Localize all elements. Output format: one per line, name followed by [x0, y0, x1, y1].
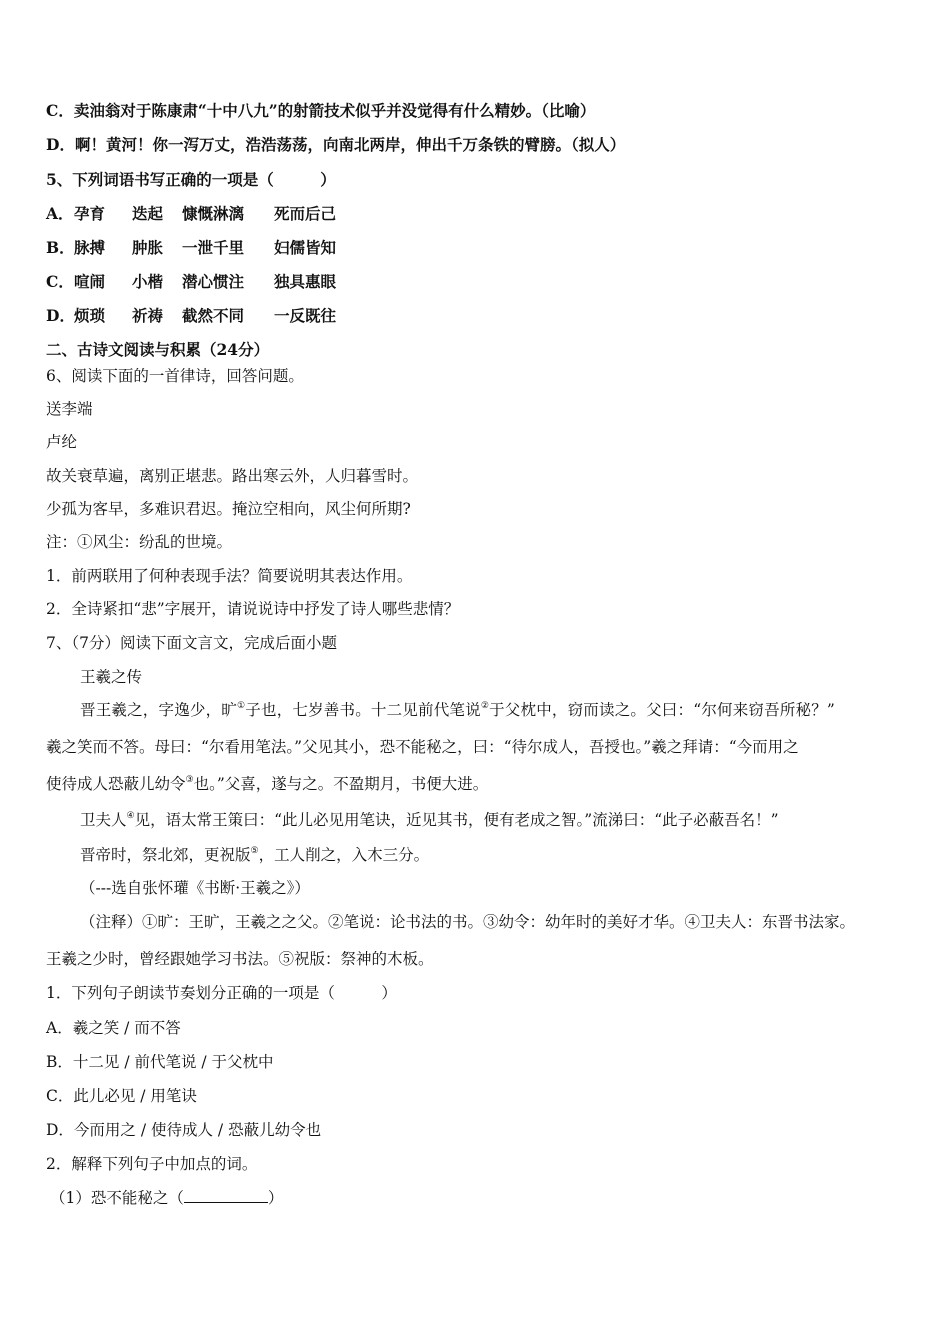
q7-option-b: B．十二见 / 前代笔说 / 于父枕中	[46, 1053, 274, 1071]
option-word: 妇儒皆知	[274, 238, 337, 257]
option-word: 死而后己	[274, 204, 337, 223]
option-label: D．	[46, 306, 75, 325]
poem-line: 故关衰草遍，离别正堪悲。路出寒云外，人归暮雪时。	[46, 467, 419, 485]
answer-blank[interactable]	[184, 1188, 268, 1203]
fill-item-text: ）	[267, 1189, 284, 1207]
section-heading: 二、古诗文阅读与积累（24分）	[46, 340, 270, 359]
q7-stem: 7、（7分）阅读下面文言文，完成后面小题	[46, 634, 337, 652]
poem-line: 少孤为客早，多难识君迟。掩泣空相向，风尘何所期?	[46, 500, 411, 518]
passage-paragraph	[80, 810, 779, 830]
option-word: 迭起	[132, 204, 164, 223]
passage-text: 子也，七岁善书。十二见前代笔说	[245, 701, 481, 719]
footnote-mark: ③	[185, 774, 194, 785]
option-word: 一泄千里	[182, 238, 245, 257]
passage-notes: （注释）①旷：王旷，王羲之之父。②笔说：论书法的书。③幼令：幼年时的美好才华。④卫夫人：东晋书法家。	[80, 913, 856, 931]
passage-notes: 王羲之少时，曾经跟她学习书法。⑤祝版：祭神的木板。	[46, 950, 434, 968]
option-word: 肿胀	[132, 238, 164, 257]
option-label: A．	[46, 204, 74, 223]
passage-text: 晋帝时，祭北郊，更祝版	[80, 846, 251, 864]
q6-stem: 6、阅读下面的一首律诗，回答问题。	[46, 367, 304, 385]
q7-sub-question: 1．下列句子朗读节奏划分正确的一项是（ ）	[46, 984, 397, 1002]
q6-sub-question: 2．全诗紧扣“悲”字展开，请说说诗中抒发了诗人哪些悲情？	[46, 600, 460, 618]
q4-option-d: D．啊！黄河！你一泻万丈，浩浩荡荡，向南北两岸，伸出千万条铁的臂膀。（拟人）	[46, 135, 626, 154]
passage-text: ，工人削之，入木三分。	[258, 846, 430, 864]
footnote-mark: ②	[480, 700, 490, 711]
passage-text: 使待成人恐蔽儿幼令	[46, 775, 186, 793]
footnote-mark: ④	[126, 810, 135, 821]
passage-text: 于父枕中，窃而读之。父曰：“尔何来窃吾所秘？”	[489, 701, 836, 719]
q5-option-a	[46, 204, 336, 224]
q6-sub-question: 1．前两联用了何种表现手法？简要说明其表达作用。	[46, 567, 413, 585]
q7-option-c: C．此儿必见 / 用笔诀	[46, 1087, 197, 1105]
option-label: B．	[46, 238, 75, 257]
passage-text: 卫夫人	[80, 811, 127, 829]
q7-fill-item	[50, 1188, 283, 1208]
option-word: 脉搏	[74, 238, 106, 257]
passage-paragraph	[80, 845, 429, 865]
fill-item-text: （1）恐不能秘之（	[50, 1189, 184, 1207]
option-word: 慷慨淋漓	[182, 204, 245, 223]
option-word: 小楷	[132, 272, 164, 291]
q5-option-c	[46, 272, 336, 292]
footnote-mark: ⑤	[250, 845, 259, 856]
option-word: 截然不同	[182, 306, 245, 325]
q4-option-c: C．卖油翁对于陈康肃“十中八九”的射箭技术似乎并没觉得有什么精妙。（比喻）	[46, 101, 596, 120]
option-word: 独具惠眼	[274, 272, 337, 291]
q5-option-b	[46, 238, 336, 258]
q5-option-d	[46, 306, 336, 326]
option-word: 孕育	[74, 204, 106, 223]
q5-stem: 5、下列词语书写正确的一项是（ ）	[46, 170, 336, 189]
poem-note: 注：①风尘：纷乱的世境。	[46, 533, 233, 551]
option-word: 喧闹	[74, 272, 106, 291]
option-word: 祈祷	[132, 306, 164, 325]
q7-option-a: A．羲之笑 / 而不答	[46, 1019, 181, 1037]
passage-text: 晋王羲之，字逸少，旷	[80, 701, 238, 719]
passage-paragraph	[80, 700, 835, 720]
poem-title: 送李端	[46, 400, 93, 418]
passage-title: 王羲之传	[80, 668, 143, 686]
q7-option-d: D．今而用之 / 使待成人 / 恐蔽儿幼令也	[46, 1121, 322, 1139]
passage-source: （---选自张怀瓘《书断·王羲之》）	[80, 879, 310, 897]
passage-paragraph	[46, 774, 488, 794]
q7-sub-question: 2．解释下列句子中加点的词。	[46, 1155, 258, 1173]
footnote-mark: ①	[237, 700, 246, 711]
passage-paragraph: 羲之笑而不答。母曰：“尔看用笔法。”父见其小，恐不能秘之，曰：“待尔成人，吾授也。”羲之拜请：“今而用之	[46, 738, 799, 756]
passage-text: 见，语太常王策曰：“此儿必见用笔诀，近见其书，便有老成之智。”流涕曰：“此子必蔽吾名！”	[134, 811, 779, 829]
option-label: C．	[46, 272, 74, 291]
poem-author: 卢纶	[46, 433, 78, 451]
option-word: 潜心惯注	[182, 272, 245, 291]
option-word: 一反既往	[274, 306, 337, 325]
option-word: 烦琐	[74, 306, 106, 325]
passage-text: 也。”父喜，遂与之。不盈期月，书便大进。	[193, 775, 489, 793]
